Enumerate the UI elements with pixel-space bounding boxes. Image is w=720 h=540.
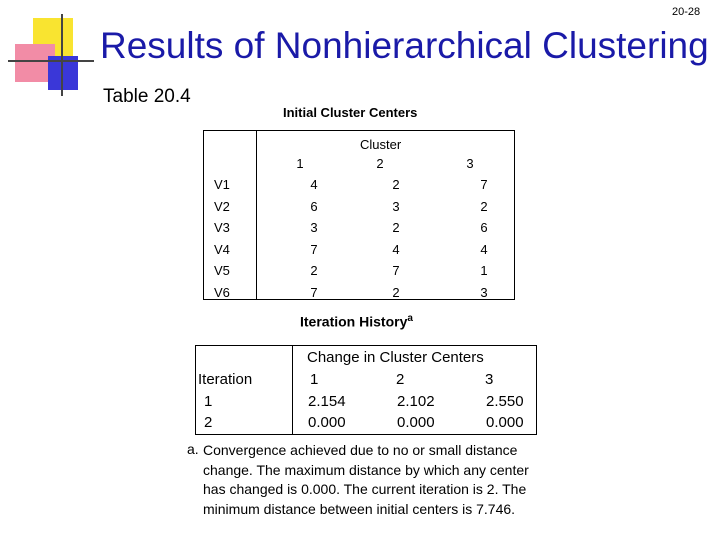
slide-title: Results of Nonhierarchical Clustering <box>100 25 709 66</box>
footnote-line: has changed is 0.000. The current iteration is 2. The <box>203 481 527 497</box>
cell-value: 7 <box>310 284 318 300</box>
footnote-superscript: a <box>407 313 413 324</box>
cell-value: 6 <box>480 220 488 235</box>
table-divider <box>292 345 293 435</box>
cell-value: 3 <box>480 284 488 300</box>
decorative-horizontal-line <box>8 60 94 62</box>
cell-value: 2 <box>392 177 400 192</box>
cell-value: 2 <box>392 220 400 235</box>
column-header: 2 <box>396 371 405 388</box>
change-value: 2.550 <box>486 393 524 410</box>
change-value: 0.000 <box>486 414 524 431</box>
row-label: V2 <box>214 198 230 214</box>
footnote-line: Convergence achieved due to no or small distance <box>203 442 518 458</box>
table-divider <box>256 130 257 300</box>
cell-value: 4 <box>480 241 488 257</box>
row-label: V1 <box>214 177 230 192</box>
cell-value: 7 <box>392 263 400 278</box>
column-header: 1 <box>310 371 319 388</box>
change-value: 2.154 <box>308 393 346 410</box>
footnote-marker: a. <box>187 441 199 457</box>
column-header: 2 <box>376 156 384 171</box>
table-label: Table 20.4 <box>103 86 191 107</box>
footnote-line: change. The maximum distance by which any center <box>203 461 529 478</box>
footnote <box>203 441 603 519</box>
iteration-history-title <box>300 313 413 330</box>
initial-centers-title: Initial Cluster Centers <box>283 105 418 120</box>
row-label: V5 <box>214 263 230 278</box>
cell-value: 3 <box>392 198 400 214</box>
cluster-header: Cluster <box>360 137 402 152</box>
iteration-row-label: 1 <box>204 393 213 410</box>
row-label: V6 <box>214 284 230 300</box>
cell-value: 6 <box>310 198 318 214</box>
cell-value: 1 <box>480 263 488 278</box>
iteration-row-label: 2 <box>204 414 213 431</box>
cell-value: 4 <box>310 177 318 192</box>
cell-value: 2 <box>480 198 488 214</box>
footnote-line: minimum distance between initial centers is 7.746. <box>203 500 516 517</box>
change-value: 2.102 <box>397 393 435 410</box>
row-label: V3 <box>214 220 230 235</box>
decorative-vertical-line <box>61 14 63 96</box>
iteration-history-title-text: Iteration History <box>300 313 408 330</box>
column-header: 1 <box>296 156 304 171</box>
cell-value: 7 <box>310 241 318 257</box>
cell-value: 4 <box>392 241 400 257</box>
page-number: 20-28 <box>672 6 701 18</box>
change-header: Change in Cluster Centers <box>307 349 484 366</box>
iteration-header: Iteration <box>198 371 253 388</box>
row-label: V4 <box>214 241 230 257</box>
cell-value: 2 <box>392 284 400 300</box>
cell-value: 2 <box>310 263 318 278</box>
change-value: 0.000 <box>308 414 346 431</box>
change-value: 0.000 <box>397 414 435 431</box>
column-header: 3 <box>485 371 494 388</box>
cell-value: 3 <box>310 220 318 235</box>
column-header: 3 <box>466 156 474 171</box>
cell-value: 7 <box>480 177 488 192</box>
